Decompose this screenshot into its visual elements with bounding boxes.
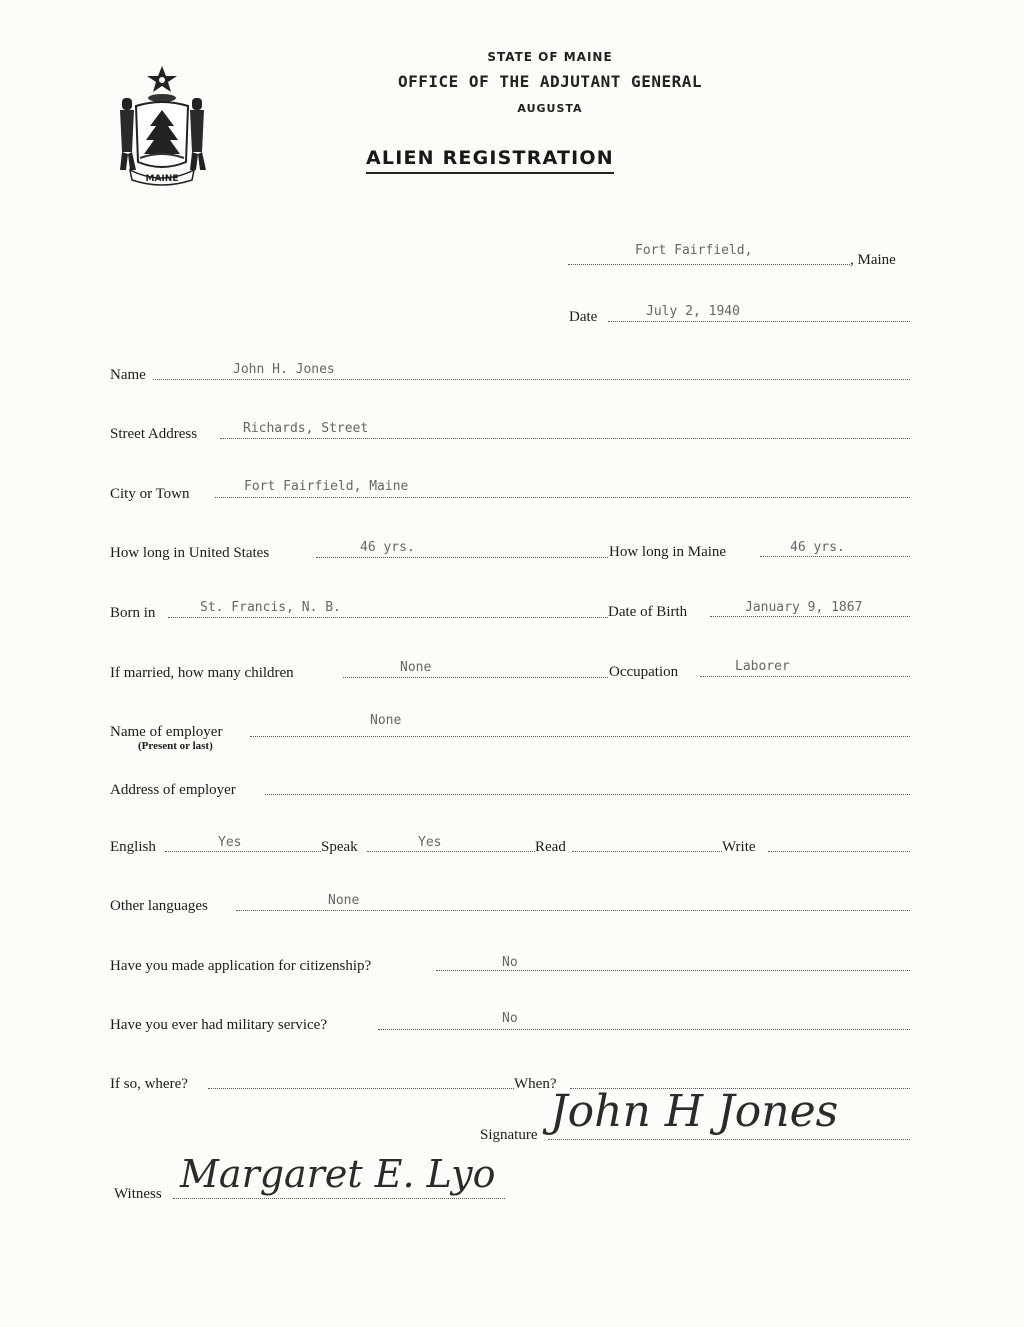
signature-line [548,1139,910,1140]
where-line [208,1088,514,1089]
dob-line [710,616,910,617]
street-label: Street Address [110,426,198,442]
children-value: None [400,660,432,675]
dob-label: Date of Birth [608,604,688,620]
maine-years-label: How long in Maine [609,544,727,560]
employer-label: Name of employer [110,724,223,740]
citizenship-line [436,970,910,971]
speak-label: Speak [321,839,358,855]
maine-state-seal-icon [110,62,214,186]
speak-line [367,851,535,852]
place-line [568,264,850,265]
when-label: When? [514,1076,557,1092]
born-label: Born in [110,605,156,621]
name-line [153,379,910,380]
city-value: Fort Fairfield, Maine [244,479,409,494]
military-line [378,1029,910,1030]
witness-handwriting: Margaret E. Lyo [180,1152,496,1196]
employer-address-label: Address of employer [110,782,236,798]
children-line [343,677,608,678]
street-line [220,438,910,439]
employer-value: None [370,713,402,728]
date-line [608,321,910,322]
maine-years-line [760,556,910,557]
read-label: Read [535,839,566,855]
other-languages-label: Other languages [110,898,208,914]
english-value: Yes [218,835,242,850]
military-value: No [502,1011,518,1026]
other-languages-value: None [328,893,360,908]
speak-value: Yes [418,835,442,850]
date-value: July 2, 1940 [646,304,740,319]
occupation-value: Laborer [735,659,790,674]
other-languages-line [236,910,910,911]
place-suffix: , Maine [850,252,896,268]
occupation-line [700,676,910,677]
witness-line [173,1198,505,1199]
date-label: Date [569,309,598,325]
occupation-label: Occupation [609,664,679,680]
write-label: Write [722,839,756,855]
us-years-value: 46 yrs. [360,540,415,555]
city-label: City or Town [110,486,190,502]
citizenship-label: Have you made application for citizenship? [110,958,372,974]
form-title: ALIEN REGISTRATION [366,147,614,174]
english-label: English [110,839,156,855]
english-line [165,851,321,852]
employer-line [250,736,910,737]
maine-years-value: 46 yrs. [790,540,845,555]
where-label: If so, where? [110,1076,188,1092]
state-heading: STATE OF MAINE [487,50,613,64]
read-line [572,851,722,852]
military-label: Have you ever had military service? [110,1017,327,1033]
signature-handwriting: John H Jones [550,1086,839,1137]
signature-label: Signature [480,1127,538,1143]
children-label: If married, how many children [110,665,294,681]
employer-address-line [265,794,910,795]
seal-lettering: MAINE [145,174,179,184]
employer-sublabel: (Present or last) [138,740,213,752]
born-line [168,617,608,618]
office-heading: OFFICE OF THE ADJUTANT GENERAL [398,72,702,91]
dob-value: January 9, 1867 [745,600,863,615]
us-years-line [316,557,608,558]
city-line [215,497,910,498]
name-label: Name [110,367,146,383]
us-years-label: How long in United States [110,545,270,561]
place-value: Fort Fairfield, [635,243,753,258]
born-value: St. Francis, N. B. [200,600,341,615]
write-line [768,851,910,852]
witness-label: Witness [114,1186,162,1202]
street-value: Richards, Street [243,421,369,436]
citizenship-value: No [502,955,518,970]
name-value: John H. Jones [233,362,335,377]
city-heading: AUGUSTA [517,102,583,115]
